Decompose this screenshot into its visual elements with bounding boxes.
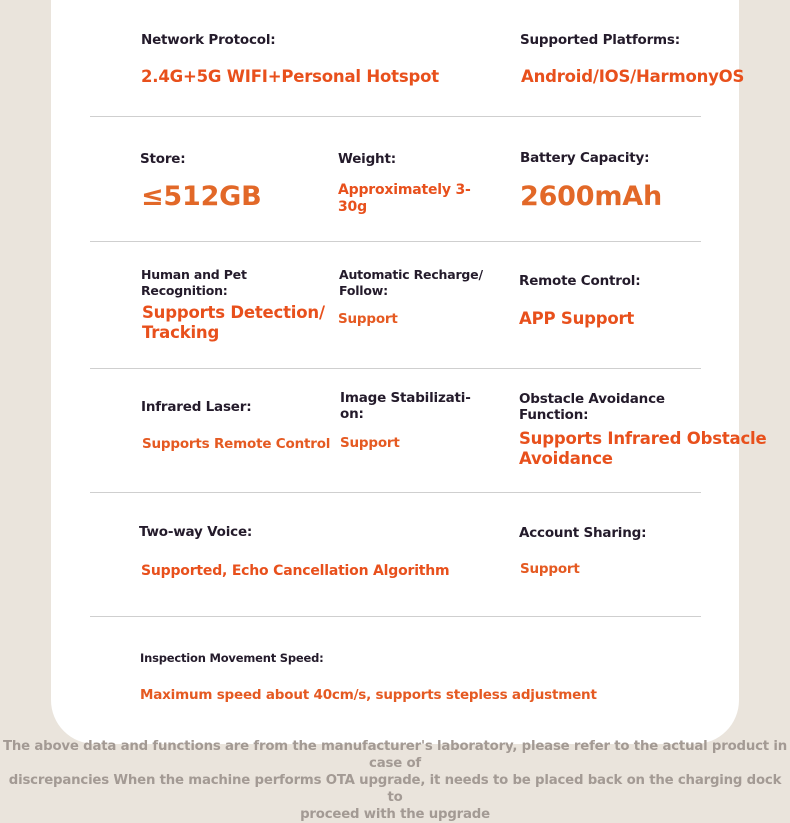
auto-recharge-value: Support <box>338 311 398 327</box>
human-pet-recognition-value-line1: Supports Detection/ <box>142 303 325 322</box>
disclaimer-line1: The above data and functions are from the manufacturer's laboratory, please refer to the actual product in case of <box>3 739 787 771</box>
weight-value <box>338 182 471 216</box>
battery-capacity-value: 2600mAh <box>520 181 662 212</box>
weight-value-line1: Approximately 3- <box>338 182 471 198</box>
disclaimer-line2: discrepancies When the machine performs OTA upgrade, it needs to be placed back on the charging dock to <box>8 773 782 805</box>
network-protocol-value: 2.4G+5G WIFI+Personal Hotspot <box>141 67 439 86</box>
remote-control-label: Remote Control: <box>519 273 641 289</box>
obstacle-avoidance-value-line2: Avoidance <box>519 449 613 468</box>
two-way-voice-value: Supported, Echo Cancellation Algorithm <box>141 563 450 579</box>
image-stabilization-label-line1: Image Stabilizati- <box>340 390 471 406</box>
divider <box>90 492 701 493</box>
image-stabilization-value: Support <box>340 435 400 451</box>
auto-recharge-label-line1: Automatic Recharge/ <box>339 267 483 282</box>
inspection-speed-value: Maximum speed about 40cm/s, supports stepless adjustment <box>140 687 597 703</box>
spec-card <box>51 0 739 744</box>
image-stabilization-label <box>340 390 471 422</box>
infrared-laser-value: Supports Remote Control <box>142 436 331 452</box>
account-sharing-label: Account Sharing: <box>519 525 647 541</box>
obstacle-avoidance-value <box>519 429 767 469</box>
human-pet-recognition-label <box>141 267 247 299</box>
human-pet-recognition-value-line2: Tracking <box>142 323 220 342</box>
human-pet-recognition-label-line2: Recognition: <box>141 283 228 298</box>
divider <box>90 116 701 117</box>
obstacle-avoidance-label-line2: Function: <box>519 407 589 423</box>
infrared-laser-label: Infrared Laser: <box>141 399 252 415</box>
divider <box>90 368 701 369</box>
divider <box>90 616 701 617</box>
auto-recharge-label-line2: Follow: <box>339 283 388 298</box>
human-pet-recognition-value <box>142 303 325 343</box>
supported-platforms-label: Supported Platforms: <box>520 32 680 48</box>
remote-control-value: APP Support <box>519 309 635 328</box>
network-protocol-label: Network Protocol: <box>141 32 276 48</box>
obstacle-avoidance-value-line1: Supports Infrared Obstacle <box>519 429 767 448</box>
human-pet-recognition-label-line1: Human and Pet <box>141 267 247 282</box>
weight-label: Weight: <box>338 151 396 167</box>
battery-capacity-label: Battery Capacity: <box>520 150 650 166</box>
supported-platforms-value: Android/IOS/HarmonyOS <box>521 67 745 86</box>
obstacle-avoidance-label-line1: Obstacle Avoidance <box>519 391 665 407</box>
image-stabilization-label-line2: on: <box>340 406 364 422</box>
obstacle-avoidance-label <box>519 391 665 423</box>
inspection-speed-label: Inspection Movement Speed: <box>140 651 324 665</box>
divider <box>90 241 701 242</box>
weight-value-line2: 30g <box>338 199 367 215</box>
auto-recharge-label <box>339 267 483 299</box>
store-label: Store: <box>140 151 186 167</box>
two-way-voice-label: Two-way Voice: <box>139 524 253 540</box>
disclaimer <box>0 738 790 823</box>
disclaimer-line3: proceed with the upgrade <box>300 807 490 822</box>
store-value: ≤512GB <box>141 181 262 212</box>
account-sharing-value: Support <box>520 561 580 577</box>
